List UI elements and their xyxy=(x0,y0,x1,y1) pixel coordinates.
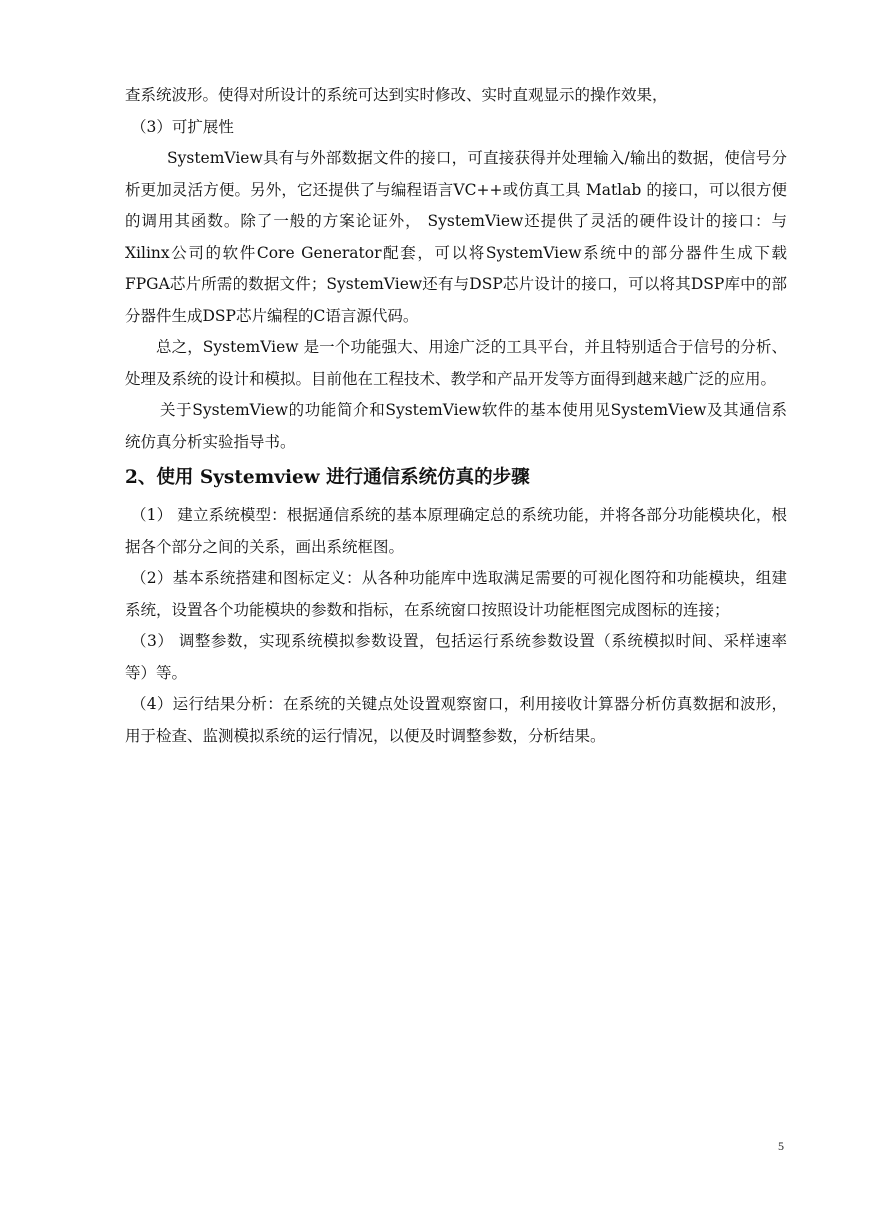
paragraph-continuation: 查系统波形。使得对所设计的系统可达到实时修改、实时直观显示的操作效果， xyxy=(125,86,668,104)
document-body xyxy=(125,80,787,752)
subheading-extensibility: （3）可扩展性 xyxy=(131,117,234,136)
section-heading: 2、使用 Systemview 进行通信系统仿真的步骤 xyxy=(125,467,530,488)
step-item: （2）基本系统搭建和图标定义：从各种功能库中选取满足需要的可视化图符和功能模块，组建系统，设置各个功能模块的参数和指标，在系统窗口按照设计功能框图完成图标的连接； xyxy=(125,569,787,619)
step-item: （3） 调整参数，实现系统模拟参数设置，包括运行系统参数设置（系统模拟时间、采样速率等）等。 xyxy=(125,632,787,682)
step-item: （4）运行结果分析：在系统的关键点处设置观察窗口，利用接收计算器分析仿真数据和波形，用于检查、监测模拟系统的运行情况，以便及时调整参数，分析结果。 xyxy=(125,695,787,745)
paragraph-interfaces: SystemView具有与外部数据文件的接口，可直接获得并处理输入/输出的数据，使信号分析更加灵活方便。另外，它还提供了与编程语言VC++或仿真工具 Matlab 的接口，可以很方便的调用其函数。除了一般的方案论证外， SystemView还提供了灵活的硬件设计的接口：与Xilinx公司的软件Core Generator配套，可以将SystemView系统中的部分器件生成下载FPGA芯片所需的数据文件；SystemView还有与DSP芯片设计的接口，可以将其DSP库中的部分器件生成DSP芯片编程的C语言源代码。 xyxy=(125,149,787,325)
paragraph-summary: 总之，SystemView 是一个功能强大、用途广泛的工具平台，并且特别适合于信号的分析、处理及系统的设计和模拟。目前他在工程技术、教学和产品开发等方面得到越来越广泛的应用。 xyxy=(125,338,787,388)
step-item: （1） 建立系统模型：根据通信系统的基本原理确定总的系统功能，并将各部分功能模块化，根据各个部分之间的关系，画出系统框图。 xyxy=(125,506,787,556)
page-number: 5 xyxy=(778,1139,784,1153)
paragraph-reference: 关于SystemView的功能简介和SystemView软件的基本使用见SystemView及其通信系统仿真分析实验指导书。 xyxy=(125,401,787,451)
